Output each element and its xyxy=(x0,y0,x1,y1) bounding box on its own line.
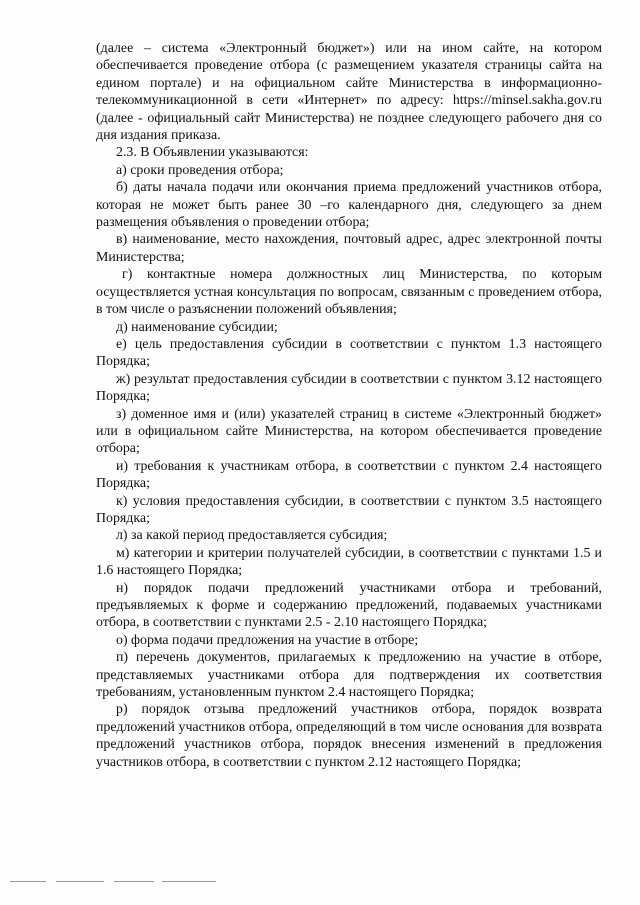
list-item-r: р) порядок отзыва предложений участников отбора, порядок возврата предложений участников отбора, определяющий в том числе основания для возврата предложений участников отбора, порядок внесения изменений в предложения участников отбора, в соответствии с пунктом 2.12 настоящего Порядка; xyxy=(96,702,602,770)
scan-artifact-line xyxy=(56,881,104,883)
list-item-a: а) сроки проведения отбора; xyxy=(116,162,284,178)
list-item-l: л) за какой период предоставляется субсидия; xyxy=(116,528,388,544)
list-item-n: н) порядок подачи предложений участниками отбора и требований, предъявляемых к форме и содержанию предложений, подаваемых участниками отбора, в соответствии с пунктами 2.5 - 2.10 настоящего Порядка; xyxy=(96,580,602,631)
list-item-m: м) категории и критерии получателей субсидии, в соответствии с пунктами 1.5 и 1.6 настоящего Порядка; xyxy=(96,545,602,579)
list-item-d: д) наименование субсидии; xyxy=(116,319,278,335)
list-item-v: в) наименование, место нахождения, почтовый адрес, адрес электронной почты Министерства; xyxy=(96,232,602,265)
list-item-b: б) даты начала подачи или окончания приема предложений участников отбора, которая не может быть ранее 30 –го календарного дня, следующего за днем размещения объявления о проведении отбора; xyxy=(96,180,602,231)
list-item-zh: ж) результат предоставления субсидии в соответствии с пунктом 3.12 настоящего Порядка; xyxy=(96,371,602,405)
scan-artifact-line xyxy=(114,881,154,883)
scan-artifact-line xyxy=(10,881,46,883)
document-body xyxy=(96,40,602,771)
paragraph-intro: (далее – система «Электронный бюджет») или на ином сайте, на котором обеспечивается проведение отбора (с размещением указателя страницы сайта на едином портале) и на официальном сайте Министерства в информационно-телекоммуникационной в сети «Интернет» по адресу: https://minsel.sakha.gov.ru (далее - официальный сайт Министерства) не позднее следующего рабочего дня со дня издания приказа. xyxy=(96,41,602,144)
list-item-i: и) требования к участникам отбора, в соответствии с пунктом 2.4 настоящего Порядка; xyxy=(96,458,602,492)
list-item-p: п) перечень документов, прилагаемых к предложению на участие в отборе, представляемых участниками отбора для подтверждения их соответствия требованиям, установленным пунктом 2.4 настоящего Порядка; xyxy=(96,650,602,701)
list-item-e: е) цель предоставления субсидии в соответствии с пунктом 1.3 настоящего Порядка; xyxy=(96,336,602,370)
list-item-o: о) форма подачи предложения на участие в отборе; xyxy=(116,632,419,648)
list-item-z: з) доменное имя и (или) указателей страниц в системе «Электронный бюджет» или в официальном сайте Министерства, на котором обеспечивается проведение отбора; xyxy=(96,406,602,457)
list-item-g: г) контактные номера должностных лиц Министерства, по которым осуществляется устная консультация по вопросам, связанным с проведением отбора, в том числе о разъяснении положений объявления; xyxy=(96,267,602,318)
list-item-k: к) условия предоставления субсидии, в соответствии с пунктом 3.5 настоящего Порядка; xyxy=(96,493,602,526)
scan-artifact-line xyxy=(162,881,216,883)
section-heading-2-3: 2.3. В Объявлении указываются: xyxy=(116,145,309,161)
